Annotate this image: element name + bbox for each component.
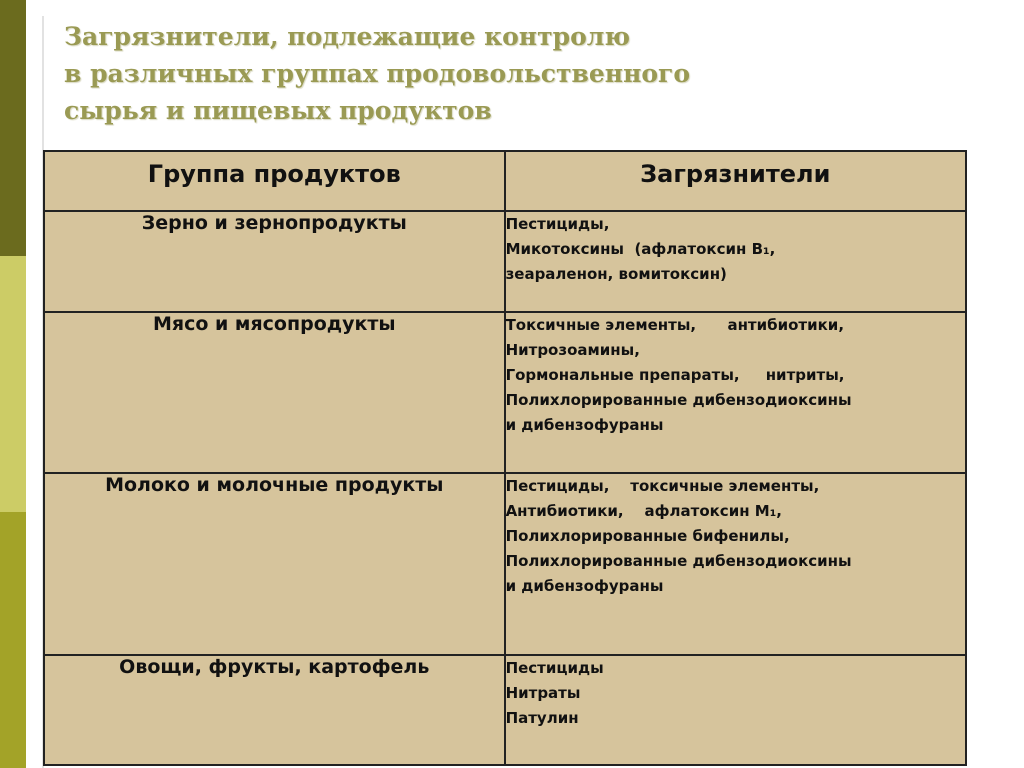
title-line: в различных группах продовольственного	[64, 59, 691, 88]
sidebar-stripe-bottom	[0, 512, 26, 768]
pollutant-line: Полихлорированные дибензодиоксины	[505, 552, 852, 570]
pollutant-line: Микотоксины (афлатоксин В₁,	[505, 240, 776, 258]
pollutants-cell	[505, 312, 966, 473]
pollutants-cell	[505, 655, 966, 765]
table-row	[44, 655, 966, 765]
pollutant-line: Нитраты	[505, 684, 581, 702]
group-cell: Молоко и молочные продукты	[44, 473, 505, 655]
pollutant-line: Пестициды	[505, 659, 604, 677]
sidebar-stripe-top	[0, 0, 26, 256]
pollutant-line: Токсичные элементы, антибиотики,	[505, 316, 845, 334]
sidebar-stripe-middle	[0, 256, 26, 512]
pollutant-line: зеараленон, вомитоксин)	[505, 265, 727, 283]
group-cell: Мясо и мясопродукты	[44, 312, 505, 473]
table-row	[44, 211, 966, 312]
pollutant-line: Нитрозоамины,	[505, 341, 640, 359]
pollutant-line: и дибензофураны	[505, 416, 664, 434]
pollutants-cell	[505, 211, 966, 312]
slide-title	[64, 18, 964, 129]
title-line: сырья и пищевых продуктов	[64, 96, 492, 125]
table-row	[44, 473, 966, 655]
header-pollutants: Загрязнители	[505, 151, 966, 211]
group-cell: Овощи, фрукты, картофель	[44, 655, 505, 765]
pollutant-line: Пестициды,	[505, 215, 610, 233]
pollutant-line: Полихлорированные бифенилы,	[505, 527, 790, 545]
table-header-row	[44, 151, 966, 211]
pollutant-line: Патулин	[505, 709, 579, 727]
pollutant-line: Полихлорированные дибензодиоксины	[505, 391, 852, 409]
header-product-group: Группа продуктов	[44, 151, 505, 211]
pollutant-line: и дибензофураны	[505, 577, 664, 595]
title-line: Загрязнители, подлежащие контролю	[64, 22, 631, 51]
table-row	[44, 312, 966, 473]
pollutants-table	[43, 150, 967, 766]
group-cell: Зерно и зернопродукты	[44, 211, 505, 312]
pollutants-cell	[505, 473, 966, 655]
pollutant-line: Гормональные препараты, нитриты,	[505, 366, 845, 384]
pollutant-line: Пестициды, токсичные элементы,	[505, 477, 820, 495]
pollutant-line: Антибиотики, афлатоксин М₁,	[505, 502, 782, 520]
